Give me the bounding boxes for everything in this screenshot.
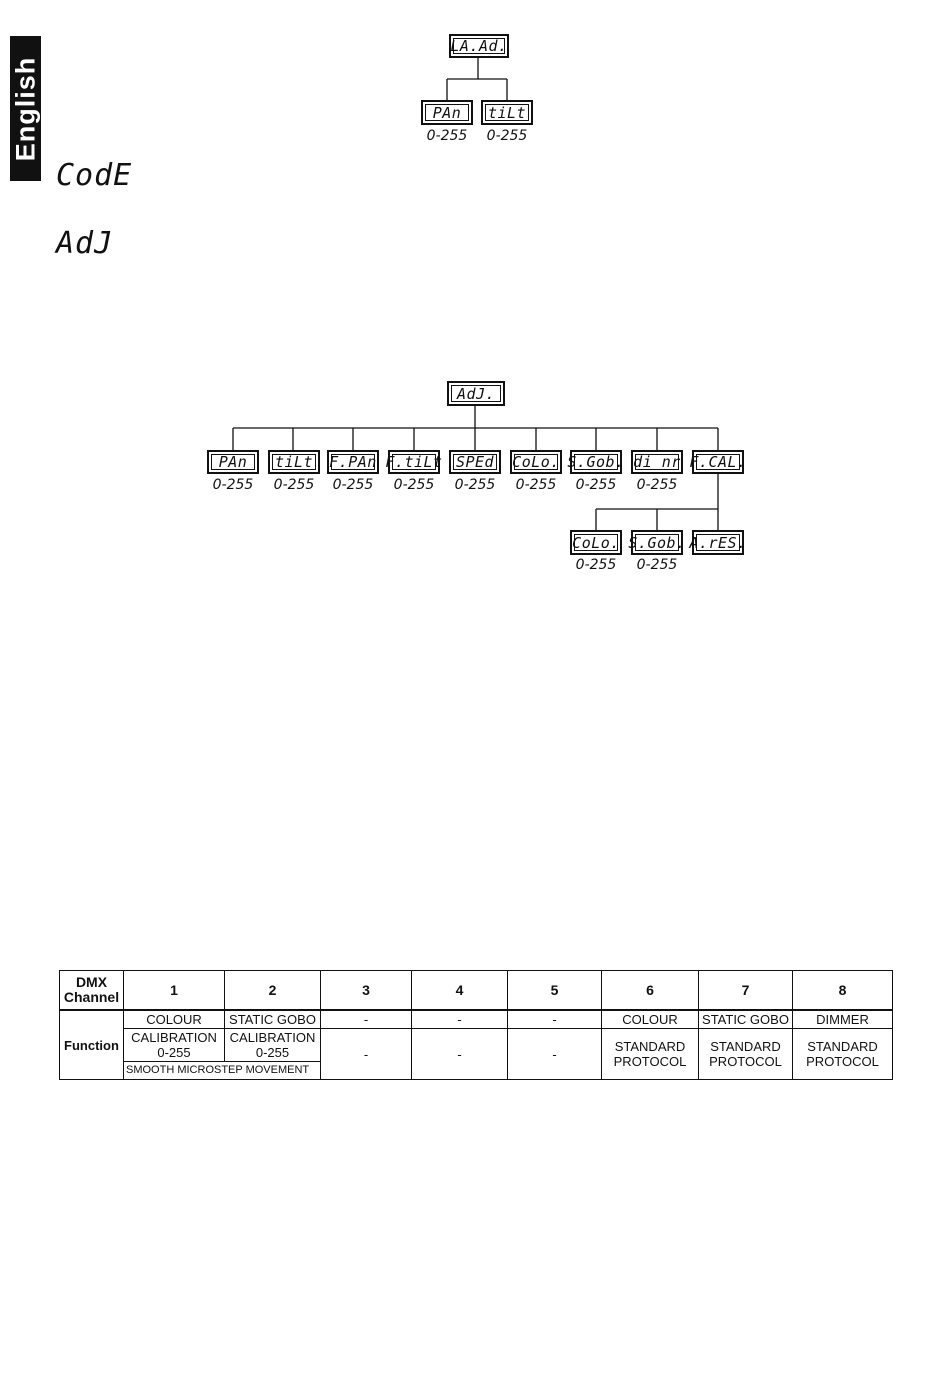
adj-menu-label: AdJ (56, 226, 114, 261)
channel-number: 4 (412, 971, 508, 1011)
table-cell: CALIBRATION 0-255 (225, 1029, 321, 1062)
range-label: 0-255 (212, 477, 254, 493)
table-cell: DIMMER (793, 1010, 893, 1029)
table-row (60, 1010, 893, 1029)
dmx-channel-header: DMX Channel (60, 971, 124, 1011)
channel-number: 8 (793, 971, 893, 1011)
range-label: 0-255 (332, 477, 374, 493)
display-colour: CoLo. (510, 450, 562, 474)
display-tilt: tiLt (268, 450, 320, 474)
table-cell: - (412, 1010, 508, 1029)
channel-number: 6 (602, 971, 699, 1011)
language-tab-label: English (10, 56, 40, 161)
table-cell: COLOUR (602, 1010, 699, 1029)
display-tilt: tiLt (481, 100, 533, 125)
range-label: 0-255 (575, 477, 617, 493)
display-lamp-adjust: LA.Ad. (449, 34, 509, 58)
table-cell: STANDARD PROTOCOL (793, 1029, 893, 1080)
table-cell: STATIC GOBO (699, 1010, 793, 1029)
table-cell: STATIC GOBO (225, 1010, 321, 1029)
channel-number: 7 (699, 971, 793, 1011)
table-cell: SMOOTH MICROSTEP MOVEMENT (124, 1062, 321, 1080)
display-fine-tilt: F.tiLt (388, 450, 440, 474)
display-auto-reset: A.rES. (692, 530, 744, 555)
display-dimmer: di nr (631, 450, 683, 474)
display-pan: PAn (421, 100, 473, 125)
table-cell: COLOUR (124, 1010, 225, 1029)
range-label: 0-255 (273, 477, 315, 493)
range-label: 0-255 (515, 477, 557, 493)
channel-number: 5 (508, 971, 602, 1011)
range-label: 0-255 (393, 477, 435, 493)
function-row-header: Function (60, 1010, 124, 1080)
range-label: 0-255 (486, 128, 528, 144)
table-cell: - (321, 1029, 412, 1080)
channel-number: 1 (124, 971, 225, 1011)
table-header-row (60, 971, 893, 1011)
table-cell: - (508, 1010, 602, 1029)
display-speed: SPEd (449, 450, 501, 474)
display-gobo-calibration: S.Gob. (631, 530, 683, 555)
table-cell: - (412, 1029, 508, 1080)
display-fine-calibration: F.CAL. (692, 450, 744, 474)
menu-tree-connectors (0, 0, 950, 600)
table-cell: STANDARD PROTOCOL (602, 1029, 699, 1080)
display-pan: PAn (207, 450, 259, 474)
range-label: 0-255 (426, 128, 468, 144)
display-fine-pan: F.PAn (327, 450, 379, 474)
range-label: 0-255 (454, 477, 496, 493)
table-row (60, 1029, 893, 1062)
display-adjust: AdJ. (447, 381, 505, 406)
display-colour-calibration: CoLo. (570, 530, 622, 555)
table-cell: STANDARD PROTOCOL (699, 1029, 793, 1080)
channel-number: 3 (321, 971, 412, 1011)
range-label: 0-255 (575, 557, 617, 573)
display-static-gobo: S.Gob. (570, 450, 622, 474)
channel-number: 2 (225, 971, 321, 1011)
code-menu-label: CodE (56, 158, 133, 193)
range-label: 0-255 (636, 477, 678, 493)
table-cell: - (508, 1029, 602, 1080)
table-cell: - (321, 1010, 412, 1029)
table-cell: CALIBRATION 0-255 (124, 1029, 225, 1062)
dmx-channel-table (59, 970, 893, 1080)
range-label: 0-255 (636, 557, 678, 573)
